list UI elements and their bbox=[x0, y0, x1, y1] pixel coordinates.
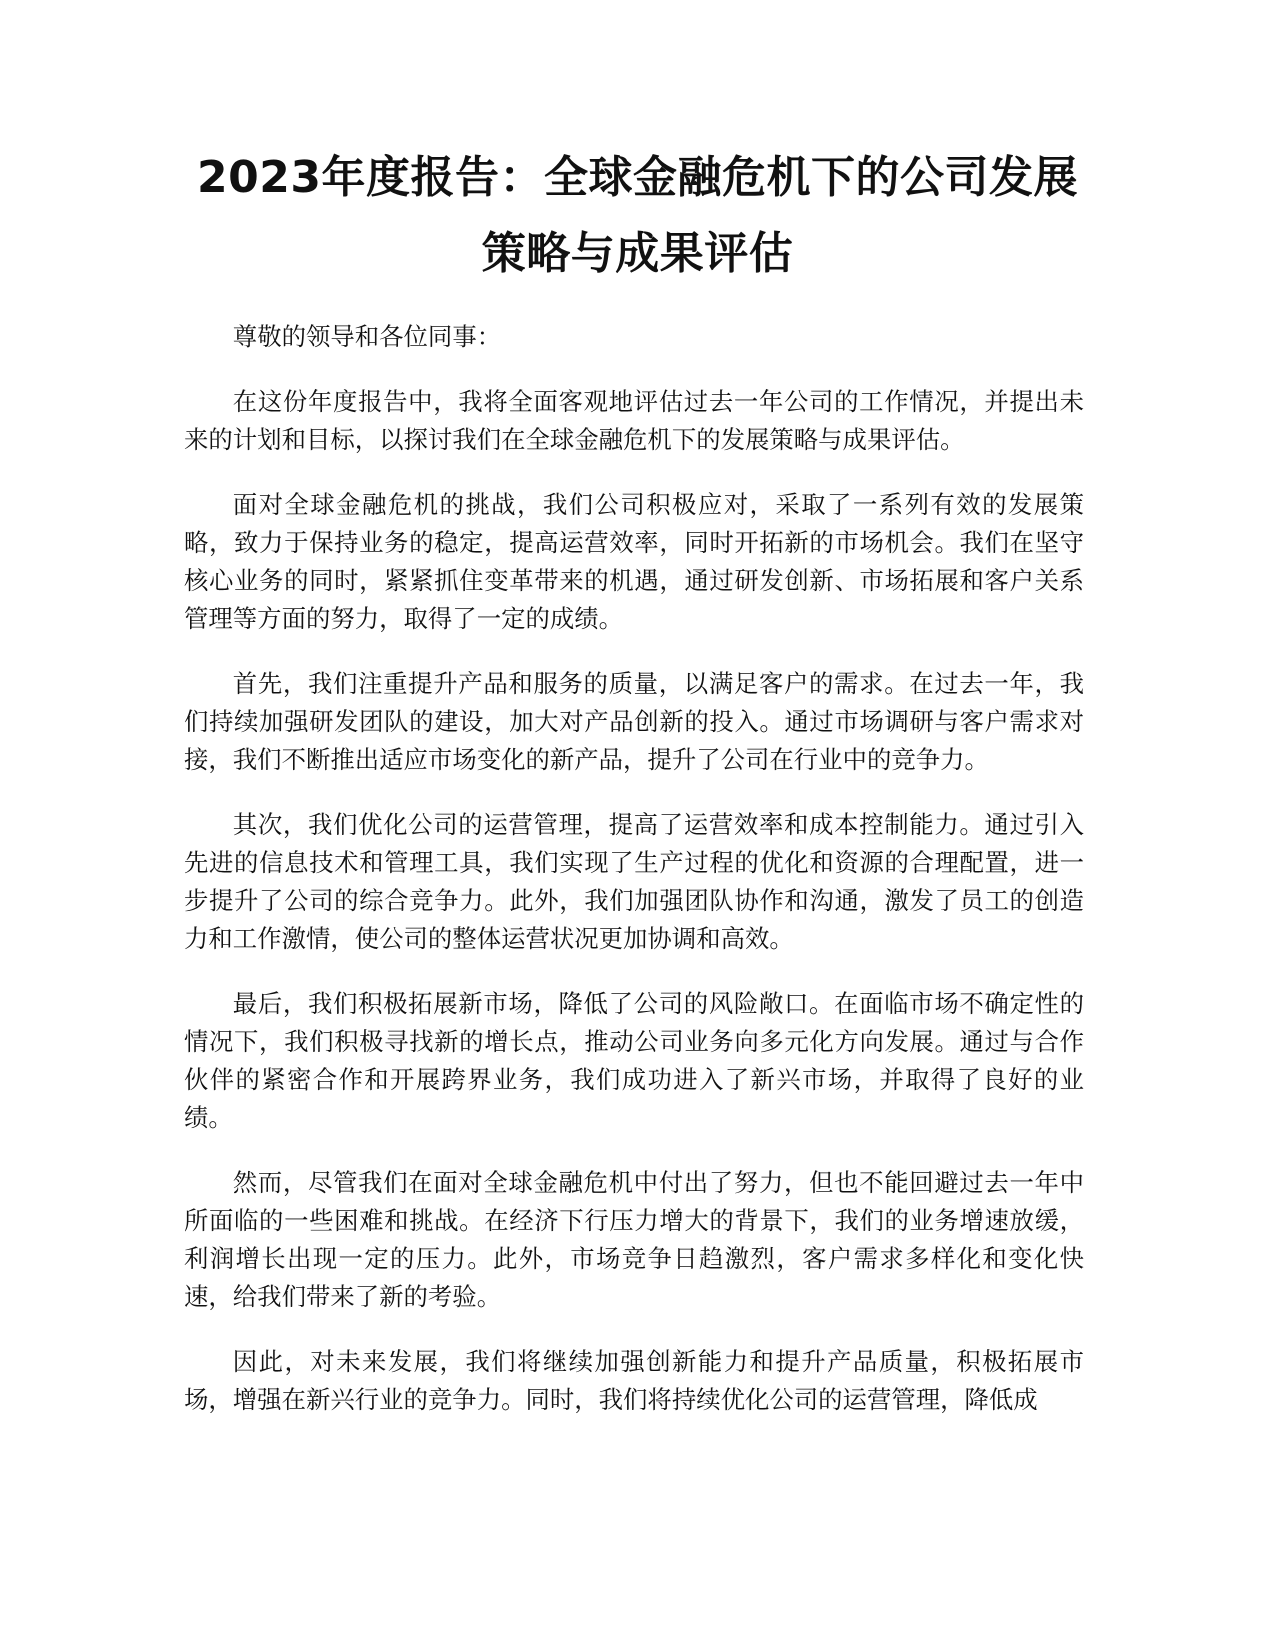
strategy-paragraph: 面对全球金融危机的挑战，我们公司积极应对，采取了一系列有效的发展策略，致力于保持业务的稳定，提高运营效率，同时开拓新的市场机会。我们在坚守核心业务的同时，紧紧抓住变革带来的机遇，通过研发创新、市场拓展和客户关系管理等方面的努力，取得了一定的成绩。 bbox=[184, 490, 1084, 633]
intro-paragraph: 在这份年度报告中，我将全面客观地评估过去一年公司的工作情况，并提出未来的计划和目标，以探讨我们在全球金融危机下的发展策略与成果评估。 bbox=[184, 387, 1084, 454]
document-body bbox=[184, 318, 1084, 1446]
title-line-1: 2023年度报告：全球金融危机下的公司发展 bbox=[197, 152, 1078, 203]
title-line-2: 策略与成果评估 bbox=[481, 228, 794, 279]
document-title bbox=[150, 140, 1125, 292]
market-paragraph: 最后，我们积极拓展新市场，降低了公司的风险敞口。在面临市场不确定性的情况下，我们积极寻找新的增长点，推动公司业务向多元化方向发展。通过与合作伙伴的紧密合作和开展跨界业务，我们成功进入了新兴市场，并取得了良好的业绩。 bbox=[184, 989, 1084, 1132]
salutation-paragraph: 尊敬的领导和各位同事： bbox=[232, 322, 502, 351]
future-paragraph: 因此，对未来发展，我们将继续加强创新能力和提升产品质量，积极拓展市场，增强在新兴行业的竞争力。同时，我们将持续优化公司的运营管理，降低成 bbox=[184, 1347, 1084, 1414]
challenges-paragraph: 然而，尽管我们在面对全球金融危机中付出了努力，但也不能回避过去一年中所面临的一些困难和挑战。在经济下行压力增大的背景下，我们的业务增速放缓，利润增长出现一定的压力。此外，市场竞争日趋激烈，客户需求多样化和变化快速，给我们带来了新的考验。 bbox=[184, 1168, 1084, 1311]
quality-paragraph: 首先，我们注重提升产品和服务的质量，以满足客户的需求。在过去一年，我们持续加强研发团队的建设，加大对产品创新的投入。通过市场调研与客户需求对接，我们不断推出适应市场变化的新产品，提升了公司在行业中的竞争力。 bbox=[184, 669, 1084, 774]
operations-paragraph: 其次，我们优化公司的运营管理，提高了运营效率和成本控制能力。通过引入先进的信息技术和管理工具，我们实现了生产过程的优化和资源的合理配置，进一步提升了公司的综合竞争力。此外，我们加强团队协作和沟通，激发了员工的创造力和工作激情，使公司的整体运营状况更加协调和高效。 bbox=[184, 810, 1084, 953]
